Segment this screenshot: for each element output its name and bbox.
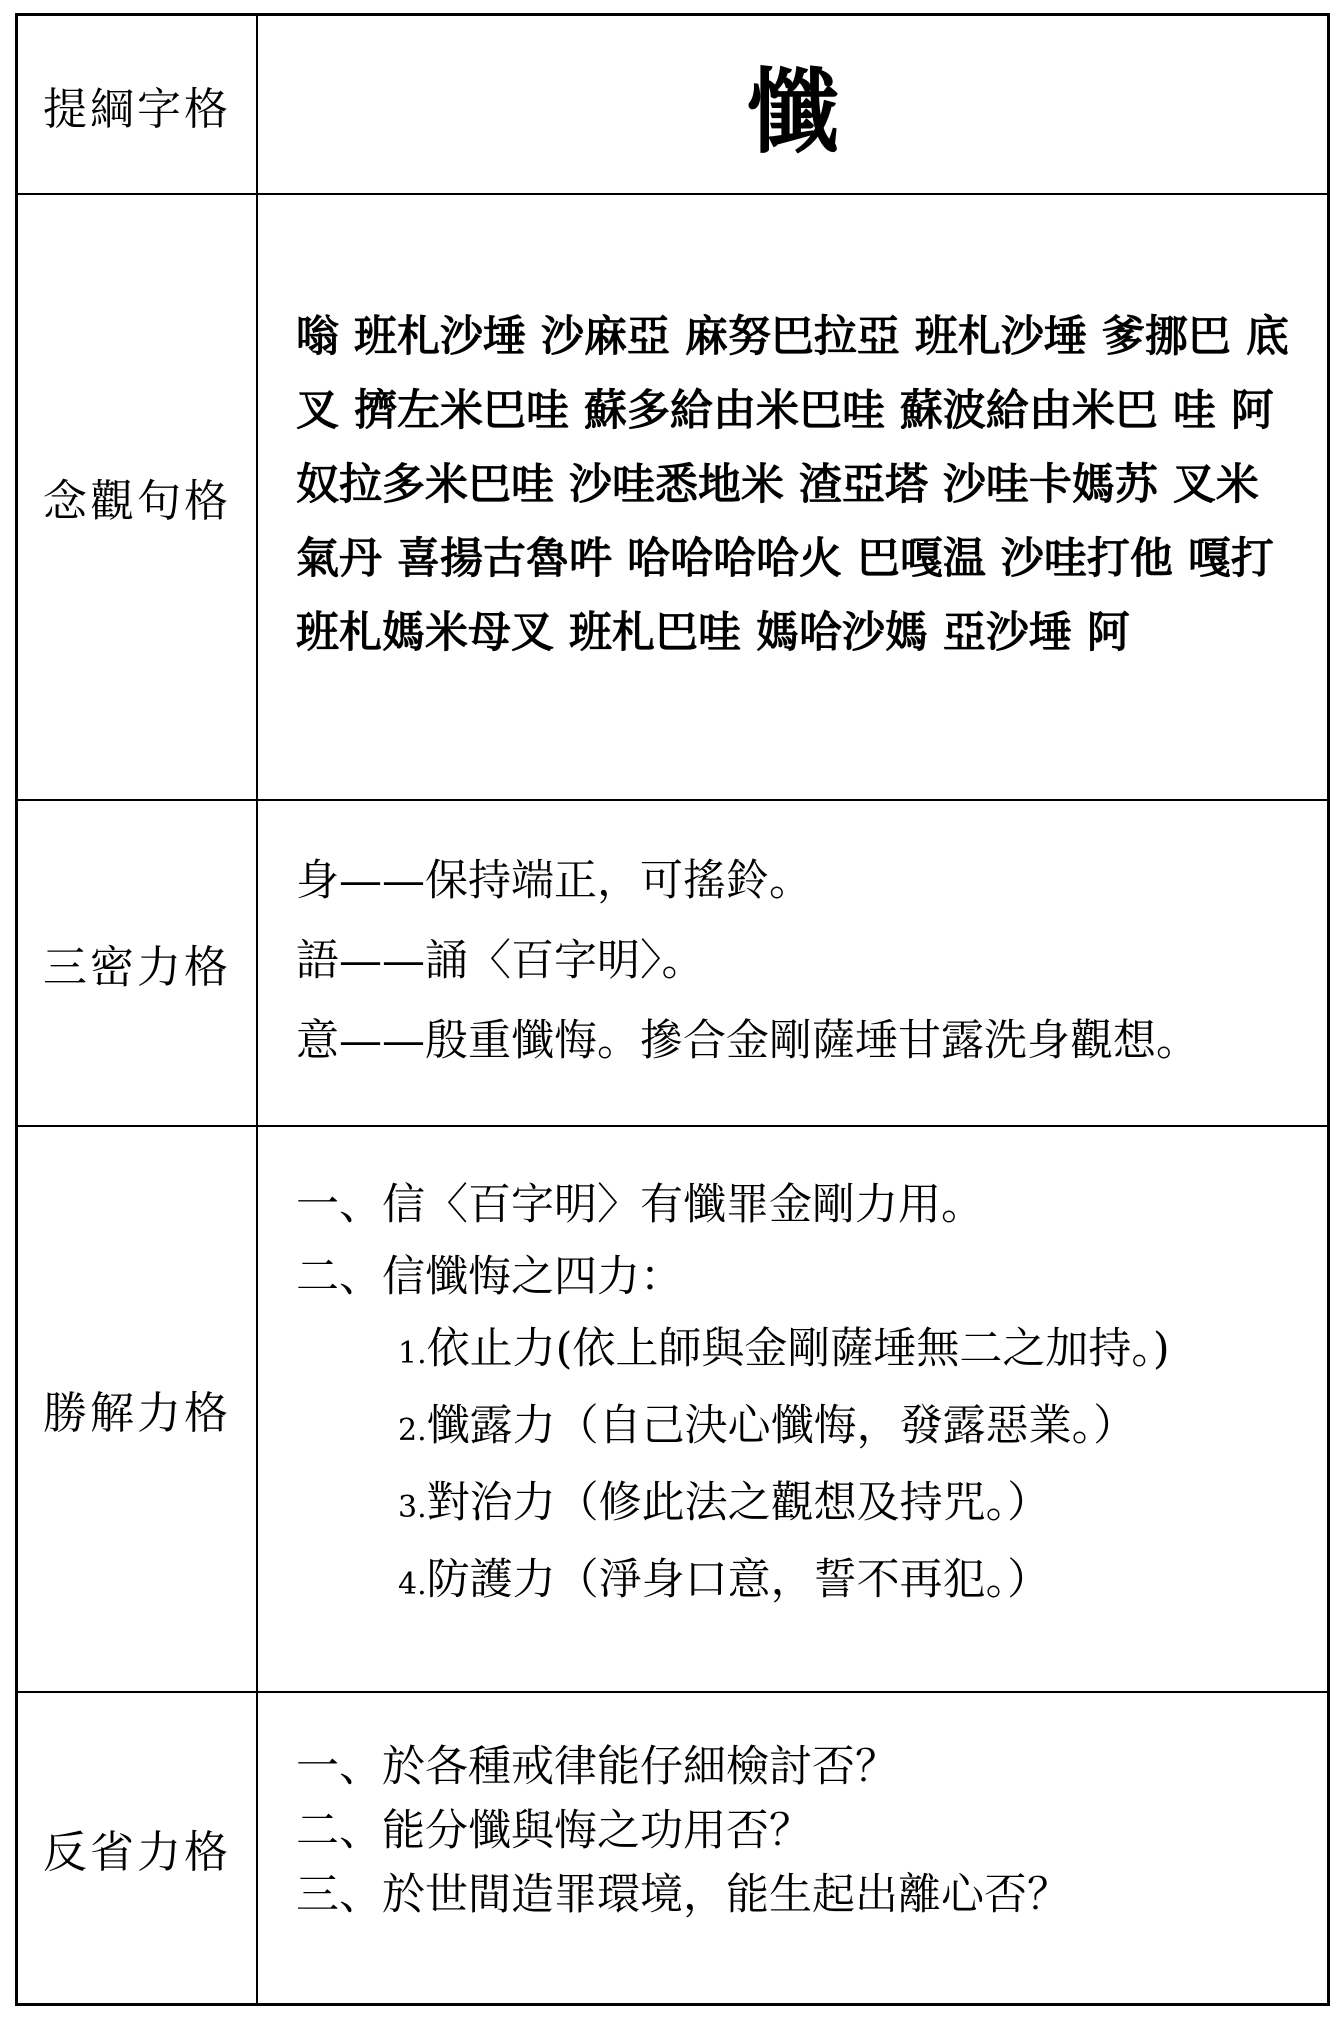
speech-line: 語——誦〈百字明〉。 xyxy=(296,936,705,986)
sub-item xyxy=(296,1467,1327,1544)
mind-line: 意——殷重懺悔。摻合金剛薩埵甘露洗身觀想。 xyxy=(296,1016,1199,1066)
sub-item xyxy=(296,1313,1327,1390)
sub-item-text: 懺露力（自己決心懺悔，發露惡業。） xyxy=(426,1401,1137,1451)
list-item: 三、於世間造罪環境，能生起出離心否？ xyxy=(296,1870,1070,1920)
sub-item-text: 對治力（修此法之觀想及持咒。） xyxy=(426,1478,1051,1528)
list-item: 一、於各種戒律能仔細檢討否？ xyxy=(296,1742,898,1792)
row-sanmi xyxy=(18,801,1327,1127)
sub-item-number: 1. xyxy=(398,1336,427,1371)
list-item: 二、能分懺與悔之功用否？ xyxy=(296,1806,812,1856)
row-label: 提綱字格 xyxy=(18,16,258,193)
sub-item-text: 依止力(依上師與金剛薩埵無二之加持。) xyxy=(426,1324,1170,1374)
sub-item-number: 4. xyxy=(398,1567,427,1602)
sub-item xyxy=(296,1544,1327,1621)
row-label: 勝解力格 xyxy=(18,1127,258,1691)
sub-item-number: 2. xyxy=(398,1413,427,1448)
row-label: 三密力格 xyxy=(18,801,258,1125)
sanmi-cell xyxy=(258,801,1327,1125)
row-label: 念觀句格 xyxy=(18,195,258,799)
row-nianguan xyxy=(18,195,1327,801)
row-shengjie xyxy=(18,1127,1327,1693)
list-item: 二、信懺悔之四力： xyxy=(296,1252,683,1302)
heading-character: 懺 xyxy=(746,57,839,166)
row-tigang xyxy=(18,16,1327,195)
sub-item-number: 3. xyxy=(398,1490,427,1525)
mantra-cell xyxy=(258,195,1327,799)
sub-item xyxy=(296,1390,1327,1467)
sub-item-text: 防護力（淨身口意，誓不再犯。） xyxy=(426,1555,1051,1605)
list-item: 一、信〈百字明〉有懺罪金剛力用。 xyxy=(296,1180,984,1230)
row-label: 反省力格 xyxy=(18,1693,258,2003)
practice-table xyxy=(15,13,1330,2006)
row-fanxing xyxy=(18,1693,1327,2003)
mantra-text: 嗡 班札沙埵 沙麻亞 麻努巴拉亞 班札沙埵 爹挪巴 底叉 擠左米巴哇 蘇多給由米巴哇 蘇波給由米巴 哇 阿奴拉多米巴哇 沙哇悉地米 渣亞塔 沙哇卡媽苏 叉米 氣丹 喜揚古魯吽 哈哈哈哈火 巴嘎温 沙哇打他 嘎打 班札媽米母叉 班札巴哇 媽哈沙媽 亞沙埵 阿 xyxy=(296,312,1289,658)
body-line: 身——保持端正，可搖鈴。 xyxy=(296,856,812,906)
shengjie-cell xyxy=(258,1127,1327,1691)
fanxing-cell xyxy=(258,1693,1327,2003)
